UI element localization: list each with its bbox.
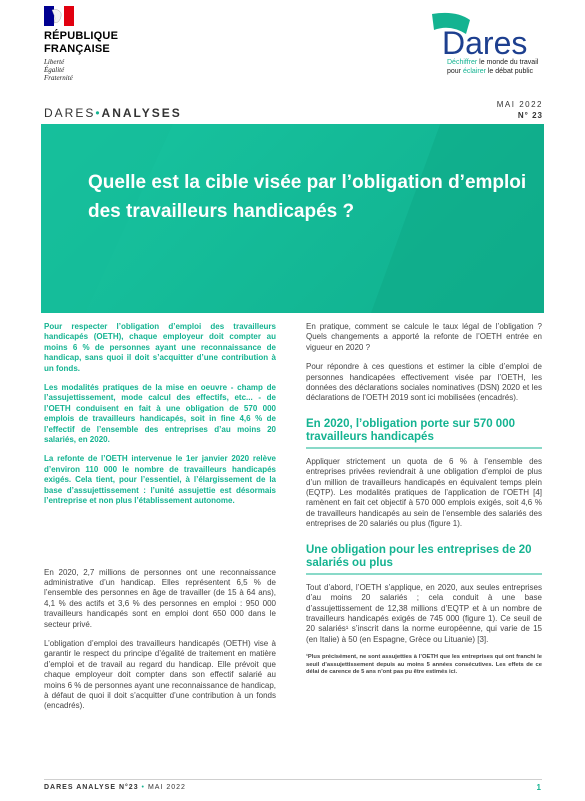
section-heading-1: En 2020, l’obligation porte sur 570 000 travailleurs handicapés — [306, 417, 515, 444]
tagline-line1-rest: le monde du travail — [477, 59, 539, 66]
tagline-line2-rest: le débat public — [485, 67, 534, 75]
issue-number: N° 23 — [517, 111, 543, 120]
section-heading-2-rule — [306, 573, 542, 575]
right-paragraph-2: Pour répondre à ces questions et estimer la cible d’emploi de personnes handicapées effectivement visée par l’OETH, les données des déclarations sociales nominatives (DSN) 2020 et les déclarations de l’OETH 2019 sont ici mobilisées (encadrés). — [306, 362, 542, 403]
motto-egalite: Égalité — [44, 66, 65, 74]
footer-dot: • — [141, 784, 145, 791]
right-paragraph-4: Tout d’abord, l’OETH s’applique, en 2020, aux seules entreprises d’au moins 20 salariés ; cela conduit à une base d’assujettissement de 12,38 millions d’EQTP et à un nombre de travailleurs handicapés exigés de 745 000 (figure 1). Ce seuil de 20 salariés¹ s’inscrit dans la norme européenne, qui varie de 15 (en Italie) à 50 (en Espagne, Grèce ou Lituanie) [3]. — [306, 582, 542, 644]
page-number: 1 — [536, 783, 541, 792]
republique-francaise-title — [44, 30, 118, 56]
footer-rule — [44, 779, 542, 780]
page-title: Quelle est la cible visée par l’obligation d’emploi des travailleurs handicapés ? — [88, 172, 527, 222]
dares-tagline — [447, 59, 538, 76]
series-name-b: ANALYSES — [101, 106, 182, 120]
dares-logo-text: Dares — [442, 25, 528, 61]
body-paragraph-1: En 2020, 2,7 millions de personnes ont une reconnaissance administrative d’un handicap. Elles représentent 6,5 % de l’ensemble des personnes en âge de travailler (de 15 à 64 ans), 4,1 % des actifs et 3,6 % des personnes en emploi : 950 000 travailleurs handicapés sont en emploi dont 650 000 dans le secteur privé. — [44, 567, 276, 629]
tagline-line2-pre: pour — [447, 67, 463, 75]
lead-paragraph-3: La refonte de l’OETH intervenue le 1er janvier 2020 relève d’environ 110 000 le nombre de travailleurs handicapés exigés. Cela tient, pour l’essentiel, à l’élargissement de la base d’assujettissement : l’unité assujettie est désormais l’entreprise et non plus l’établissement autonome. — [44, 454, 276, 506]
body-paragraph-2: L’obligation d’emploi des travailleurs handicapés (OETH) vise à garantir le respect du principe d’égalité de traitement en matière d’emploi et de travail au regard du handicap. Elle prévoit que chaque employeur doit compter dans son effectif salarié au moins 6 % de personnes ayant une reconnaissance de handicap, à défaut de quoi il doit s’acquitter d’une contribution à un fonds (encadrés). — [44, 638, 276, 711]
gov-title-line2: FRANÇAISE — [44, 43, 110, 55]
lead-paragraph-2: Les modalités pratiques de la mise en oeuvre - champ de l’assujettissement, mode calcul des effectifs, etc... - de l’OETH conduisent en fait à une obligation de 570 000 emplois de travailleurs handicapés, soit in fine 4,6 % de l’effectif de l’ensemble des entreprises d’au moins 20 salariés, en 2020. — [44, 383, 276, 445]
right-paragraph-3: Appliquer strictement un quota de 6 % à l’ensemble des entreprises privées reviendrait à une obligation d’emploi de plus d’un million de travailleurs handicapés en équivalent temps plein (EQTP). Les modalités pratiques de l’application de l’OETH [4] ramènent en fait cet objectif à 570 000 emplois exigés, soit 4,6 % de travailleurs handicapés au sein de l’ensemble des salariés des entreprises de 20 salariés ou plus (figure 1). — [306, 456, 542, 529]
footer-date: MAI 2022 — [147, 784, 186, 791]
footer-number: N°23 — [118, 784, 139, 791]
tagline-dechiffrer: Déchiffrer — [447, 59, 478, 66]
series-name-a: DARES — [44, 106, 96, 120]
series-dot: • — [95, 106, 102, 120]
motto-liberte: Liberté — [44, 58, 65, 66]
motto-fraternite: Fraternité — [44, 74, 73, 82]
right-paragraph-1: En pratique, comment se calcule le taux légal de l’obligation ? Quels changements a apporté la refonte de l’OETH entrée en vigueur en 2020 ? — [306, 322, 542, 352]
right-column — [306, 322, 542, 677]
left-column — [44, 322, 276, 721]
series-name — [44, 106, 182, 120]
section-heading-1-rule — [306, 447, 542, 449]
title-banner — [41, 124, 544, 313]
republic-motto — [44, 58, 73, 82]
gov-title-line1: RÉPUBLIQUE — [44, 30, 119, 42]
marianne-logo-icon — [44, 6, 74, 26]
lead-paragraph-1: Pour respecter l’obligation d’emploi des travailleurs handicapés (OETH), chaque employeur doit compter au moins 6 % de personnes ayant une reconnaissance de handicap, sans quoi il doit s’acquitter d’une contribution à un fonds. — [44, 322, 276, 373]
footer-series — [44, 784, 186, 791]
section-heading-2: Une obligation pour les entreprises de 20 salariés ou plus — [306, 543, 532, 570]
footnote: ¹Plus précisément, ne sont assujetties à l’OETH que les entreprises qui ont franchi le seuil d’assujettissement depuis au moins 5 années consécutives. Les effets de ce délai de carence de 5 ans n’ont pas pu être estimés ici. — [306, 654, 542, 676]
tagline-eclairer: éclairer — [462, 67, 486, 75]
footer-series-name: DARES ANALYSE — [44, 784, 116, 791]
dares-logo — [426, 12, 544, 64]
issue-date: MAI 2022 — [496, 100, 543, 109]
